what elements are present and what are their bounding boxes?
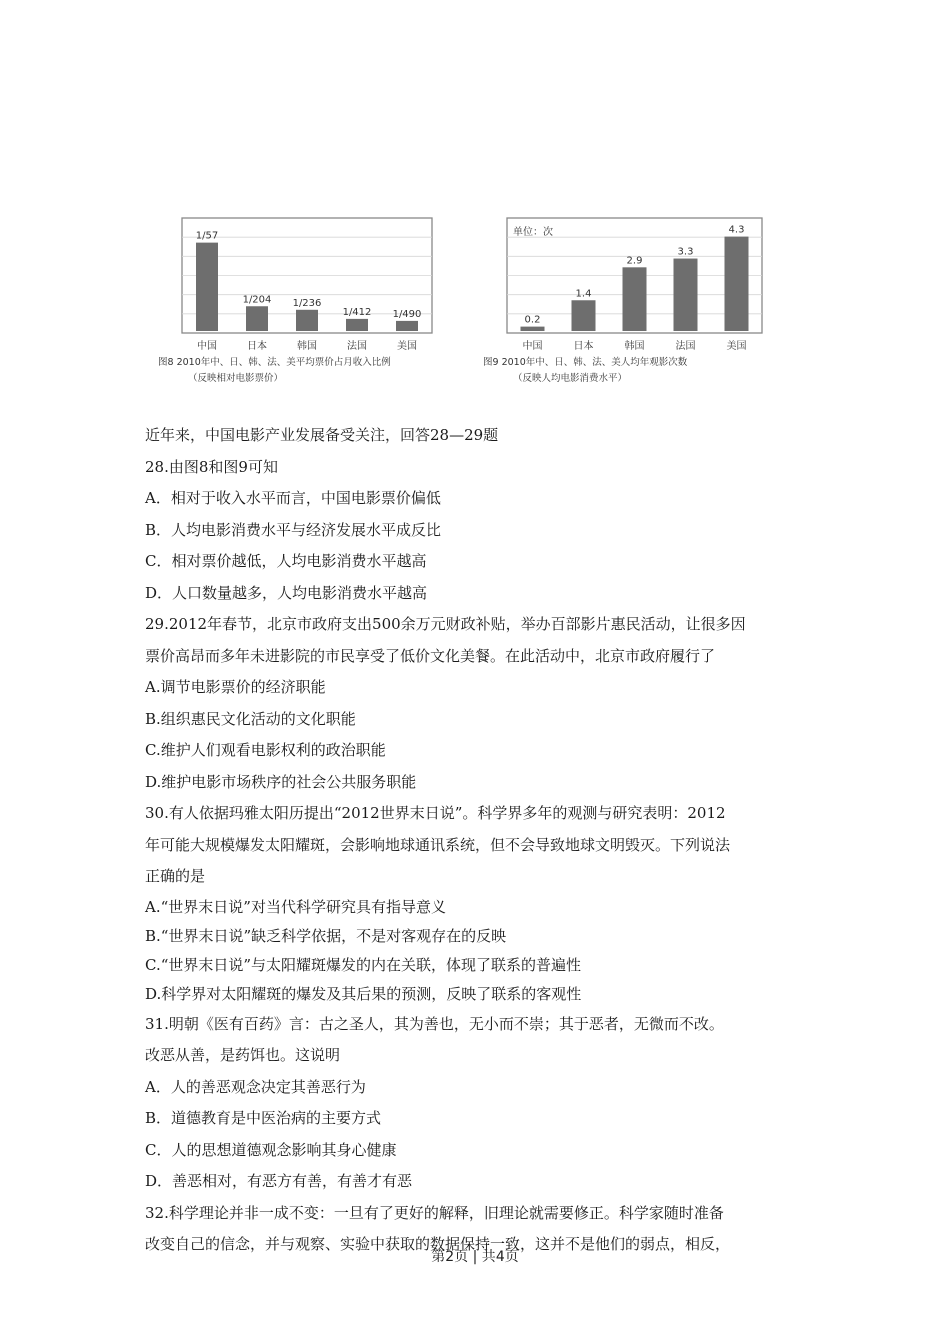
page-suffix: 页 [504, 1249, 519, 1265]
text-line: A．人的善恶观念决定其善恶行为 [145, 1077, 366, 1096]
text-line: C．相对票价越低，人均电影消费水平越高 [145, 552, 427, 570]
category-label: 美国 [726, 341, 747, 352]
text-line: 29.2012年春节，北京市政府支出500余万元财政补贴，举办百部影片惠民活动，让很多因 [145, 615, 746, 633]
bar-4 [725, 237, 749, 331]
page-total: 4 [495, 1249, 505, 1265]
category-label: 美国 [397, 341, 417, 352]
text-line: 改变自己的信念，并与观察、实验中获取的数据保持一致，这并不是他们的弱点，相反， [145, 1235, 731, 1253]
bar-2 [296, 310, 318, 331]
category-label: 法国 [675, 341, 696, 352]
text-line: A．相对于收入水平而言，中国电影票价偏低 [145, 489, 441, 507]
page-mid: 页 | 共 [454, 1249, 496, 1265]
category-label: 中国 [522, 341, 543, 352]
data-label: 1/412 [342, 306, 372, 318]
category-label: 中国 [197, 341, 217, 352]
question-content [145, 420, 815, 1261]
text-line: 32.科学理论并非一成不变：一旦有了更好的解释，旧理论就需要修正。科学家随时准备 [145, 1203, 724, 1222]
text-line: 正确的是 [145, 867, 206, 885]
bar-1 [572, 300, 596, 331]
chart-fig8 [150, 170, 450, 395]
text-line: C.维护人们观看电影权利的政治职能 [145, 741, 386, 759]
chart-subtitle: （反映相对电影票价） [188, 373, 284, 384]
bar-4 [396, 321, 418, 331]
category-label: 韩国 [297, 341, 317, 352]
intro-text: 近年来，中国电影产业发展备受关注，回答28—29题 [145, 426, 499, 444]
chart-fig9 [475, 170, 775, 395]
text-line: D．人口数量越多，人均电影消费水平越高 [145, 583, 428, 602]
text-line: B．道德教育是中医治病的主要方式 [145, 1109, 382, 1127]
text-line: 票价高昂而多年未进影院的市民享受了低价文化美餐。在此活动中，北京市政府履行了 [145, 646, 716, 665]
category-label: 日本 [573, 341, 594, 352]
data-label: 1/57 [195, 230, 219, 242]
charts-area [150, 170, 790, 395]
chart-title: 图9 2010年中、日、韩、法、美人均年观影次数 [483, 357, 688, 368]
text-line: B．人均电影消费水平与经济发展水平成反比 [145, 520, 442, 539]
data-label: 3.3 [677, 246, 694, 258]
page-footer [0, 1246, 950, 1266]
page-prefix: 第 [431, 1249, 446, 1265]
text-line: C．人的思想道德观念影响其身心健康 [145, 1140, 397, 1159]
text-line: 30.有人依据玛雅太阳历提出“2012世界末日说”。科学界多年的观测与研究表明：2012 [145, 804, 726, 822]
data-label: 0.2 [524, 314, 541, 326]
text-line: 28.由图8和图9可知 [145, 457, 278, 476]
text-line: A.“世界末日说”对当代科学研究具有指导意义 [145, 897, 446, 916]
text-line: D.维护电影市场秩序的社会公共服务职能 [145, 772, 417, 791]
text-line: 31.明朝《医有百药》言：古之圣人，其为善也，无小而不崇；其于恶者，无微而不改。 [145, 1014, 724, 1033]
text-line: 改恶从善，是药饵也。这说明 [145, 1046, 341, 1064]
text-line: B.“世界末日说”缺乏科学依据，不是对客观存在的反映 [145, 926, 507, 945]
bar-3 [346, 319, 368, 331]
data-label: 1/204 [242, 294, 272, 306]
data-label: 2.9 [626, 255, 643, 267]
bar-3 [674, 259, 698, 331]
category-label: 日本 [247, 341, 267, 352]
data-label: 1/236 [292, 297, 322, 309]
text-line: C.“世界末日说”与太阳耀斑爆发的内在关联，体现了联系的普遍性 [145, 955, 582, 974]
text-line: B.组织惠民文化活动的文化职能 [145, 709, 356, 728]
chart-subtitle: （反映人均电影消费水平） [513, 373, 628, 384]
unit-label: 单位：次 [513, 227, 553, 238]
chart-title: 图8 2010年中、日、韩、法、美平均票价占月收入比例 [158, 357, 391, 368]
bar-2 [623, 267, 647, 331]
page-number: 2 [445, 1249, 455, 1265]
bar-1 [246, 306, 268, 331]
bar-0 [196, 243, 218, 331]
category-label: 法国 [347, 341, 367, 352]
text-line: A.调节电影票价的经济职能 [145, 678, 326, 696]
data-label: 4.3 [728, 224, 745, 236]
text-line: 年可能大规模爆发太阳耀斑，会影响地球通讯系统，但不会导致地球文明毁灭。下列说法 [145, 835, 731, 854]
data-label: 1/490 [392, 308, 422, 320]
text-line: D.科学界对太阳耀斑的爆发及其后果的预测，反映了联系的客观性 [145, 984, 582, 1003]
text-line: D．善恶相对，有恶方有善，有善才有恶 [145, 1172, 413, 1190]
data-label: 1.4 [575, 288, 592, 300]
bar-0 [521, 327, 545, 331]
category-label: 韩国 [624, 341, 645, 352]
